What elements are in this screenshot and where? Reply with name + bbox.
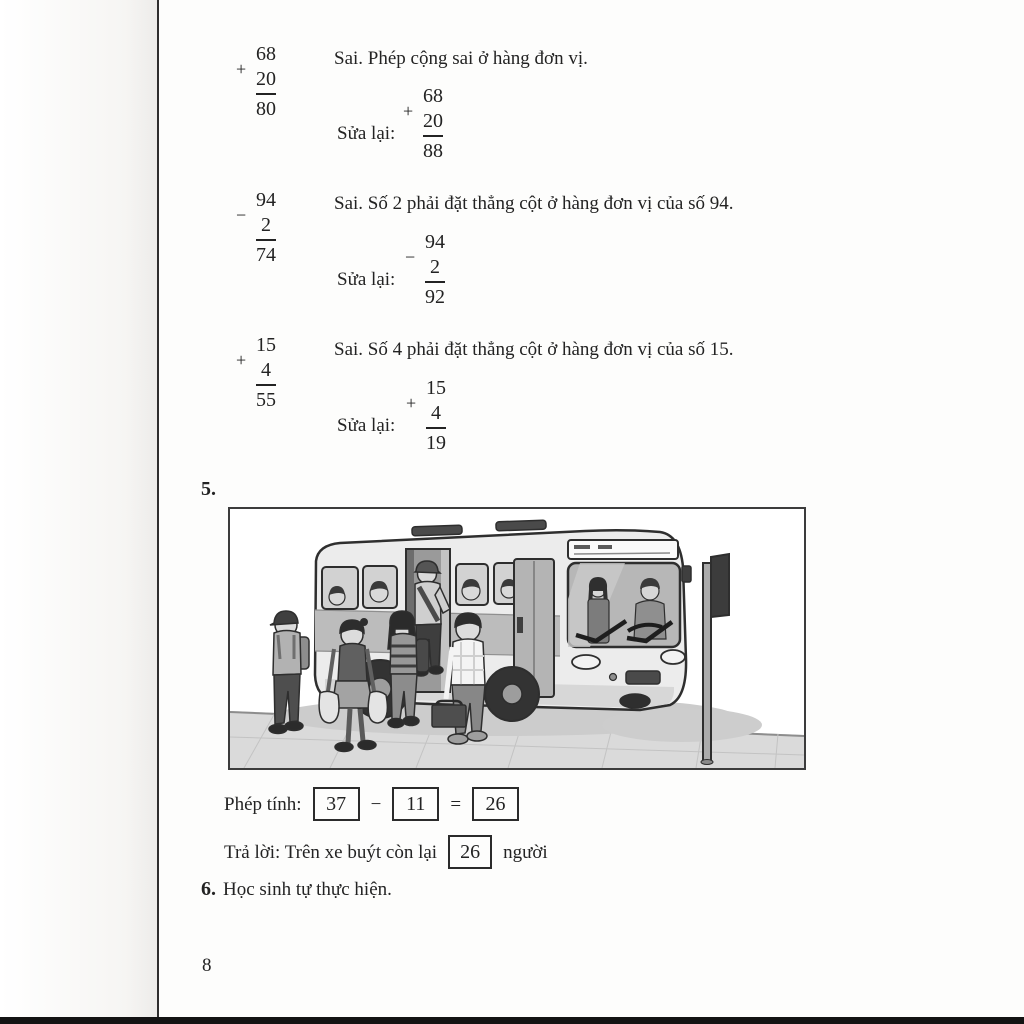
problem6-number: 6. bbox=[201, 878, 216, 900]
top-number: 68 bbox=[256, 43, 276, 65]
bottom-number: 20 bbox=[423, 110, 443, 132]
column-sum bbox=[249, 333, 283, 413]
page-margin-line bbox=[157, 0, 159, 1017]
bus bbox=[315, 520, 691, 721]
answer-prefix: Trả lời: Trên xe buýt còn lại bbox=[224, 841, 438, 863]
problem5-equation bbox=[224, 787, 519, 821]
equation-label: Phép tính: bbox=[224, 793, 302, 815]
operator-sign: − bbox=[236, 205, 247, 225]
result-number: 19 bbox=[426, 432, 446, 454]
operator-sign: + bbox=[403, 101, 414, 121]
pole-shadow bbox=[602, 708, 762, 742]
fix-label-3: Sửa lại: bbox=[337, 415, 396, 436]
page-number: 8 bbox=[202, 955, 212, 976]
top-number: 15 bbox=[426, 377, 446, 399]
top-number: 94 bbox=[256, 189, 276, 211]
wrong-sum-3 bbox=[236, 333, 283, 413]
comment-3: Sai. Số 4 phải đặt thẳng cột ở hàng đơn vị của số 15. bbox=[334, 339, 734, 360]
problem5-number: 5. bbox=[201, 478, 216, 500]
bottom-number: 2 bbox=[430, 256, 440, 278]
bottom-number: 20 bbox=[256, 68, 276, 90]
result-box: 26 bbox=[472, 787, 519, 821]
result-number: 92 bbox=[425, 286, 445, 308]
column-sum bbox=[419, 376, 453, 456]
operator-sign: + bbox=[406, 393, 417, 413]
problem6 bbox=[201, 877, 392, 902]
result-number: 55 bbox=[256, 389, 276, 411]
bus-mirror bbox=[682, 566, 691, 582]
result-number: 74 bbox=[256, 244, 276, 266]
wrong-sum-1 bbox=[236, 42, 283, 122]
fix-label-2: Sửa lại: bbox=[337, 269, 396, 290]
page-left-margin bbox=[0, 0, 157, 1017]
result-number: 88 bbox=[423, 140, 443, 162]
fixed-sum-3 bbox=[406, 376, 453, 456]
operator-sign: − bbox=[405, 247, 416, 267]
result-number: 80 bbox=[256, 98, 276, 120]
column-sum bbox=[416, 84, 450, 164]
operator-sign: + bbox=[236, 350, 247, 370]
operator-sign: + bbox=[236, 59, 247, 79]
minus-sign: − bbox=[370, 793, 382, 815]
bottom-number: 2 bbox=[261, 214, 271, 236]
subtrahend-box: 11 bbox=[392, 787, 439, 821]
fix-label-1: Sửa lại: bbox=[337, 123, 396, 144]
column-sum bbox=[249, 188, 283, 268]
column-sum bbox=[418, 230, 452, 310]
comment-1: Sai. Phép cộng sai ở hàng đơn vị. bbox=[334, 48, 588, 69]
comment-2: Sai. Số 2 phải đặt thẳng cột ở hàng đơn vị của số 94. bbox=[334, 193, 734, 214]
fixed-sum-1 bbox=[403, 84, 450, 164]
problem6-text: Học sinh tự thực hiện. bbox=[223, 879, 392, 900]
answer-box: 26 bbox=[448, 835, 492, 869]
top-number: 94 bbox=[425, 231, 445, 253]
answer-suffix: người bbox=[503, 841, 548, 863]
problem5-illustration bbox=[228, 507, 806, 770]
minuend-box: 37 bbox=[313, 787, 360, 821]
bottom-black-bar bbox=[0, 1017, 1024, 1024]
fixed-sum-2 bbox=[405, 230, 452, 310]
equals-sign: = bbox=[450, 793, 462, 815]
column-sum bbox=[249, 42, 283, 122]
bottom-number: 4 bbox=[261, 359, 271, 381]
wrong-sum-2 bbox=[236, 188, 283, 268]
bottom-number: 4 bbox=[431, 402, 441, 424]
problem5-answer bbox=[224, 835, 548, 869]
top-number: 68 bbox=[423, 85, 443, 107]
top-number: 15 bbox=[256, 334, 276, 356]
bus-windshield bbox=[568, 540, 680, 647]
